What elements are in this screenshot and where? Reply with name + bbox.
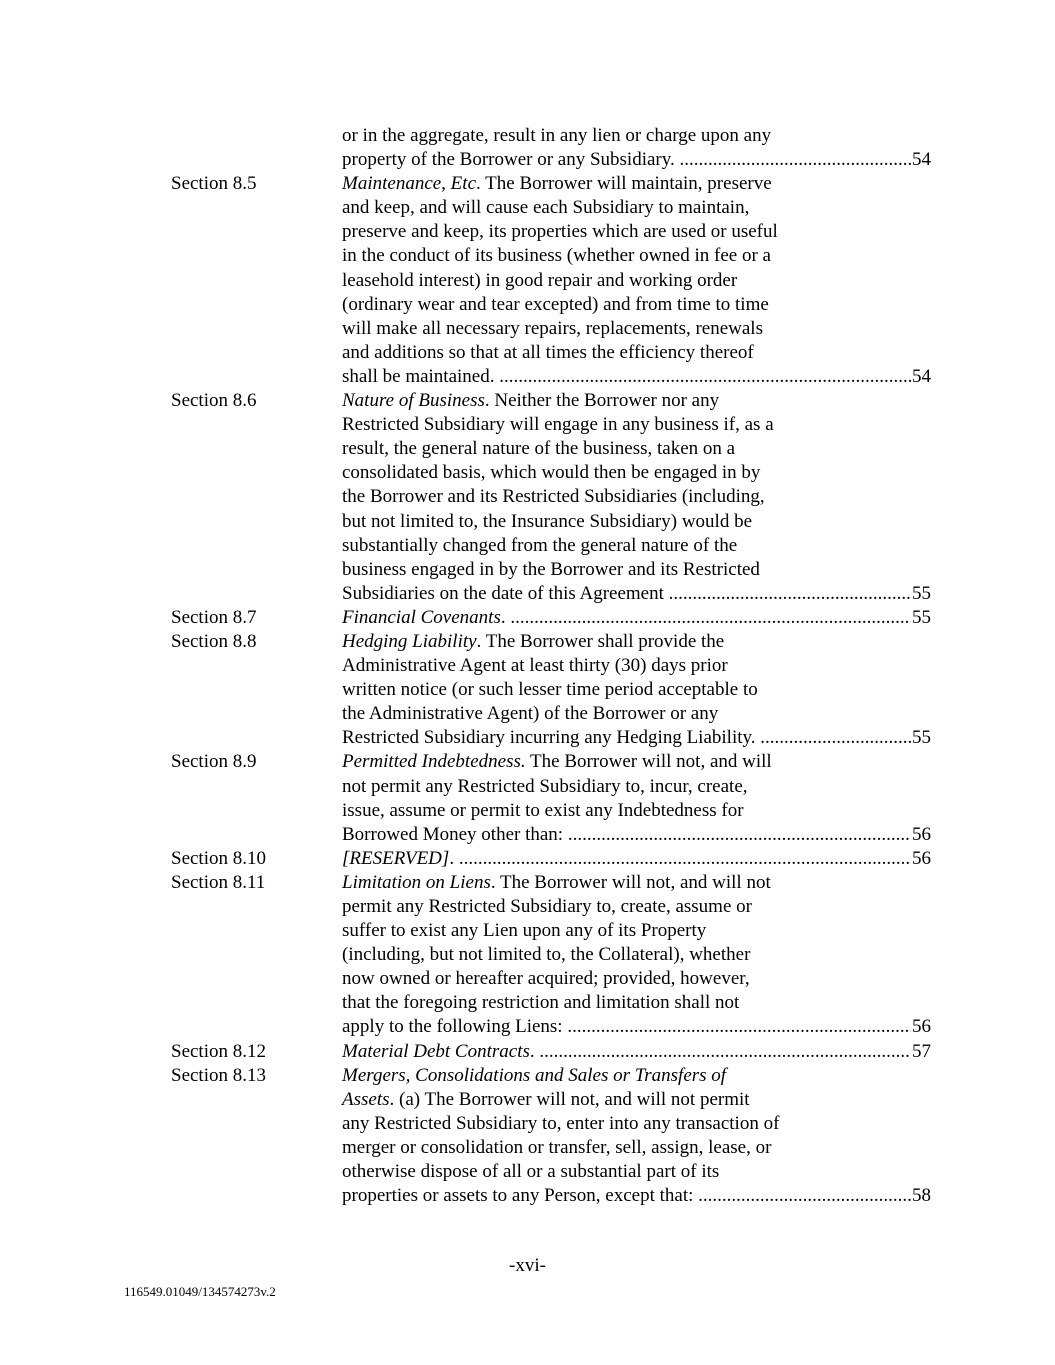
entry-text (342, 196, 749, 220)
entry-body: that the foregoing restriction and limitation shall not (342, 992, 740, 1014)
entry-text (342, 1160, 719, 1184)
page-reference: 58 (911, 1184, 931, 1208)
toc-line (0, 726, 1055, 750)
entry-text (342, 847, 931, 871)
entry-text (342, 702, 718, 726)
entry-body: otherwise dispose of all or a substantial part of its (342, 1161, 720, 1183)
entry-body: now owned or hereafter acquired; provided, however, (342, 968, 750, 990)
toc-line (0, 1112, 1055, 1136)
entry-body: any Restricted Subsidiary to, enter into any transaction of (342, 1112, 780, 1134)
entry-text (342, 461, 760, 485)
entry-body: . The Borrower will maintain, preserve (476, 173, 772, 195)
entry-body: result, the general nature of the business, taken on a (342, 438, 736, 460)
entry-text (342, 991, 739, 1015)
entry-body: (including, but not limited to, the Collateral), whether (342, 944, 751, 966)
entry-body: The Borrower will not, and will (525, 751, 772, 773)
entry-text (342, 630, 724, 654)
entry-text (342, 871, 771, 895)
entry-text (342, 413, 774, 437)
entry-body: Administrative Agent at least thirty (30) days prior (342, 655, 728, 677)
section-heading: Limitation on Liens (342, 871, 491, 893)
toc-line (0, 943, 1055, 967)
entry-text (342, 1040, 931, 1064)
toc-line (0, 413, 1055, 437)
toc-line (0, 317, 1055, 341)
entry-body: apply to the following Liens: (342, 1016, 563, 1038)
section-heading: Financial Covenants (342, 606, 501, 628)
page-reference: 57 (911, 1040, 931, 1064)
toc-line (0, 799, 1055, 823)
toc-line (0, 847, 1055, 871)
entry-text (342, 1112, 779, 1136)
toc-line (0, 1088, 1055, 1112)
entry-text (342, 365, 931, 389)
toc-line (0, 437, 1055, 461)
toc-line (0, 269, 1055, 293)
toc-line (0, 220, 1055, 244)
toc-entries (0, 124, 1055, 1208)
entry-body: consolidated basis, which would then be engaged in by (342, 462, 761, 484)
toc-line (0, 244, 1055, 268)
section-number: Section 8.9 (171, 751, 257, 773)
section-heading: Mergers, Consolidations and Sales or Transfers of (342, 1064, 727, 1086)
entry-text (342, 943, 750, 967)
page-reference: 56 (911, 823, 931, 847)
entry-body: leasehold interest) in good repair and working order (342, 269, 738, 291)
entry-body: . (529, 1040, 535, 1062)
entry-text (342, 437, 735, 461)
entry-text (342, 775, 748, 799)
entry-body: and additions so that at all times the efficiency thereof (342, 341, 754, 363)
entry-body: will make all necessary repairs, replacements, renewals (342, 317, 763, 339)
section-heading: Permitted Indebtedness. (342, 751, 526, 773)
entry-text (342, 654, 728, 678)
toc-line (0, 1015, 1055, 1039)
entry-text (342, 510, 752, 534)
entry-body: merger or consolidation or transfer, sell, assign, lease, or (342, 1136, 772, 1158)
section-heading: Nature of Business (342, 390, 485, 412)
entry-body: shall be maintained. (342, 365, 495, 387)
toc-line (0, 1160, 1055, 1184)
section-number: Section 8.11 (171, 871, 266, 893)
toc-line (0, 895, 1055, 919)
section-heading: Material Debt Contracts (342, 1040, 530, 1062)
toc-line (0, 582, 1055, 606)
entry-text (342, 750, 772, 774)
entry-text (342, 534, 737, 558)
entry-body: written notice (or such lesser time period acceptable to (342, 679, 758, 701)
entry-body: business engaged in by the Borrower and its Restricted (342, 558, 760, 580)
toc-line (0, 485, 1055, 509)
entry-body: Subsidiaries on the date of this Agreement (342, 582, 664, 604)
toc-line (0, 1184, 1055, 1208)
document-id: 116549.01049/134574273v.2 (124, 1284, 276, 1299)
toc-line (0, 919, 1055, 943)
entry-text (342, 124, 771, 148)
entry-body: property of the Borrower or any Subsidiary. (342, 149, 675, 171)
entry-text (342, 389, 719, 413)
entry-text (342, 895, 752, 919)
toc-line (0, 630, 1055, 654)
toc-line (0, 967, 1055, 991)
toc-line (0, 365, 1055, 389)
entry-body: but not limited to, the Insurance Subsidiary) would be (342, 510, 753, 532)
toc-line (0, 991, 1055, 1015)
page-reference: 54 (911, 365, 931, 389)
toc-line (0, 461, 1055, 485)
entry-text (342, 919, 706, 943)
entry-body: . (a) The Borrower will not, and will not permit (389, 1088, 750, 1110)
entry-body: preserve and keep, its properties which are used or useful (342, 221, 778, 243)
section-number: Section 8.13 (171, 1064, 266, 1086)
entry-text (342, 726, 931, 750)
entry-text (342, 1015, 931, 1039)
entry-body: or in the aggregate, result in any lien or charge upon any (342, 125, 772, 146)
toc-line (0, 654, 1055, 678)
toc-line (0, 341, 1055, 365)
entry-body: suffer to exist any Lien upon any of its Property (342, 920, 707, 942)
toc-line (0, 750, 1055, 774)
entry-body: issue, assume or permit to exist any Indebtedness for (342, 799, 744, 821)
entry-text (342, 341, 754, 365)
toc-line (0, 172, 1055, 196)
entry-body: Restricted Subsidiary incurring any Hedging Liability. (342, 727, 756, 749)
page-reference: 54 (911, 148, 931, 172)
section-number: Section 8.10 (171, 847, 266, 869)
entry-body: Restricted Subsidiary will engage in any business if, as a (342, 414, 774, 436)
toc-line (0, 702, 1055, 726)
entry-body: properties or assets to any Person, except that: (342, 1185, 694, 1207)
toc-line (0, 871, 1055, 895)
page-reference: 55 (911, 606, 931, 630)
entry-text (342, 678, 758, 702)
entry-text (342, 1088, 750, 1112)
entry-body: Borrowed Money other than: (342, 823, 564, 845)
toc-line (0, 1040, 1055, 1064)
toc-line (0, 1136, 1055, 1160)
toc-line (0, 1064, 1055, 1088)
entry-body: and keep, and will cause each Subsidiary to maintain, (342, 197, 750, 219)
entry-body: . The Borrower will not, and will not (490, 871, 771, 893)
page-number: -xvi- (509, 1255, 546, 1276)
page-reference: 55 (911, 582, 931, 606)
entry-text (342, 1136, 771, 1160)
section-number: Section 8.8 (171, 630, 257, 652)
section-heading: [RESERVED] (342, 847, 450, 869)
section-number: Section 8.7 (171, 606, 257, 628)
entry-text (342, 582, 931, 606)
toc-line (0, 148, 1055, 172)
entry-text (342, 558, 760, 582)
toc-line (0, 124, 1055, 148)
page-reference: 55 (911, 726, 931, 750)
section-heading: Assets (342, 1088, 390, 1110)
entry-text (342, 172, 772, 196)
entry-text (342, 317, 763, 341)
entry-body: not permit any Restricted Subsidiary to, incur, create, (342, 775, 748, 797)
entry-body: . (500, 606, 506, 628)
section-number: Section 8.6 (171, 390, 257, 412)
entry-text (342, 967, 750, 991)
toc-line (0, 293, 1055, 317)
page-reference: 56 (911, 847, 931, 871)
entry-body: the Borrower and its Restricted Subsidiaries (including, (342, 486, 765, 508)
toc-line (0, 196, 1055, 220)
entry-text (342, 823, 931, 847)
entry-text (342, 220, 778, 244)
entry-body: in the conduct of its business (whether owned in fee or a (342, 245, 771, 267)
entry-body: (ordinary wear and tear excepted) and from time to time (342, 293, 769, 315)
entry-body: . (449, 847, 455, 869)
section-heading: Hedging Liability (342, 630, 477, 652)
section-heading: Maintenance, Etc (342, 173, 477, 195)
toc-line (0, 823, 1055, 847)
entry-text (342, 1184, 931, 1208)
entry-body: . Neither the Borrower nor any (484, 390, 720, 412)
toc-line (0, 558, 1055, 582)
entry-text (342, 269, 737, 293)
section-number: Section 8.5 (171, 173, 257, 195)
entry-body: . The Borrower shall provide the (476, 630, 725, 652)
toc-line (0, 534, 1055, 558)
toc-line (0, 606, 1055, 630)
entry-text (342, 799, 744, 823)
toc-line (0, 678, 1055, 702)
section-number: Section 8.12 (171, 1040, 266, 1062)
entry-text (342, 293, 769, 317)
toc-line (0, 389, 1055, 413)
toc-line (0, 775, 1055, 799)
entry-body: the Administrative Agent) of the Borrower or any (342, 703, 719, 725)
entry-text (342, 148, 931, 172)
entry-text (342, 244, 771, 268)
entry-body: substantially changed from the general nature of the (342, 534, 738, 556)
entry-text (342, 1064, 726, 1088)
entry-body: permit any Restricted Subsidiary to, create, assume or (342, 896, 752, 917)
page-reference: 56 (911, 1015, 931, 1039)
entry-text (342, 485, 765, 509)
toc-line (0, 510, 1055, 534)
entry-text (342, 606, 931, 630)
